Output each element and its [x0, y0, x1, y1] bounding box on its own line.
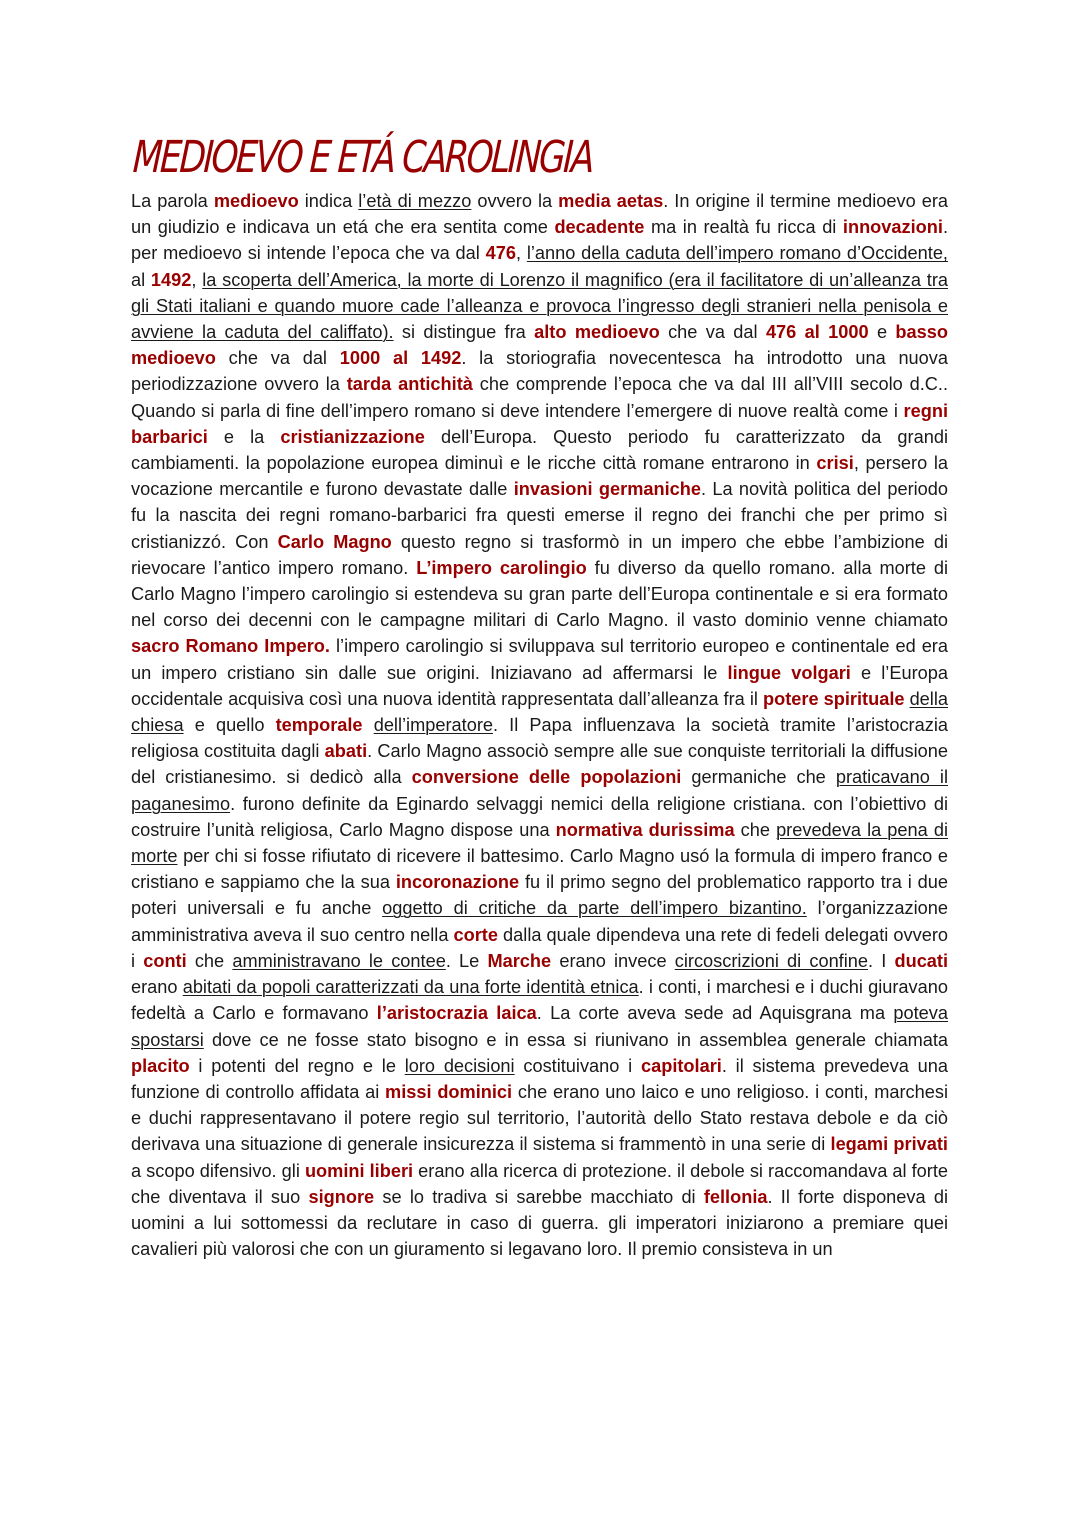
keyword-highlight: sacro Romano Impero. — [131, 636, 330, 657]
text-run: La parola — [131, 191, 214, 211]
keyword-highlight: legami privati — [830, 1134, 948, 1155]
page-title: MEDIOEVO E ETÁ CAROLINGIA — [131, 132, 594, 183]
underlined-phrase: l’età di mezzo — [358, 191, 472, 211]
text-run: a scopo difensivo. gli — [131, 1160, 305, 1181]
keyword-highlight: 1492 — [150, 269, 192, 290]
text-run: e quello — [183, 715, 276, 736]
keyword-highlight: basso medioevo — [131, 322, 948, 369]
text-run: . Carlo Magno associò sempre alle sue conquiste territoriali la diffusione del cristianesimo. si dedicò alla — [131, 741, 948, 788]
text-run: germaniche che — [681, 767, 836, 788]
text-run: i potenti del regno e le — [189, 1055, 405, 1076]
text-run: . La novità politica del periodo fu la nascita dei regni romano-barbarici fra questi emerse il regno dei franchi che per primo sì cristianizzó. Con — [131, 479, 949, 552]
text-run: si distingue fra — [393, 322, 535, 343]
text-run: . Il forte disponeva di uomini a lui sottomessi da reclutare in caso di guerra. gli imperatori iniziarono a premiare quei cavalieri più valorosi che con un giuramento si legavano loro. Il premio consisteva in un — [131, 1186, 948, 1260]
text-run: erano alla ricerca di protezione. il debole si raccomandava al forte che diventava il suo — [131, 1160, 948, 1207]
keyword-highlight: cristianizzazione — [280, 426, 425, 447]
underlined-phrase: oggetto di critiche da parte dell’impero bizantino. — [382, 898, 807, 919]
keyword-highlight: 476 — [485, 243, 516, 264]
underlined-phrase: praticavano il paganesimo — [131, 767, 948, 814]
keyword-highlight: invasioni germaniche — [513, 479, 701, 500]
text-run: costituivano i — [514, 1055, 641, 1076]
text-run: l’impero carolingio si sviluppava sul territorio europeo e continentale ed era un impero cristiano sin dalle sue origini. Iniziavano ad affermarsi le — [131, 636, 948, 683]
keyword-highlight: tarda antichità — [346, 374, 473, 395]
underlined-phrase: circoscrizioni di confine — [674, 950, 869, 971]
text-run: e — [868, 322, 896, 343]
text-run: l’organizzazione amministrativa aveva il suo centro nella — [131, 898, 948, 945]
text-run: . la storiografia novecentesca ha introdotto una nuova periodizzazione ovvero la — [131, 348, 949, 395]
text-run: fu il primo segno del problematico rapporto tra i due poteri universali e fu anche — [131, 872, 948, 919]
body-paragraph — [131, 188, 948, 1262]
text-run: dell’Europa. Questo periodo fu caratterizzato da grandi cambiamenti. la popolazione europea diminuì e le ricche città romane entrarono in — [131, 426, 948, 474]
text-run: se lo tradiva si sarebbe macchiato di — [374, 1186, 704, 1207]
text-run: e l’Europa occidentale acquisiva così una nuova identità rappresentata dall’alleanza fra il — [131, 662, 948, 709]
keyword-highlight: innovazioni — [842, 217, 943, 238]
document-page — [131, 128, 948, 1262]
text-run: . i conti, i marchesi e i duchi giuravano fedeltà a Carlo e formavano — [131, 977, 948, 1024]
keyword-highlight: abati — [324, 741, 368, 762]
keyword-highlight: 476 al 1000 — [765, 322, 869, 343]
text-run — [363, 715, 374, 735]
text-run: che — [734, 819, 777, 840]
text-run: ma in realtà fu ricca di — [644, 217, 843, 238]
keyword-highlight: potere spirituale — [762, 688, 905, 709]
keyword-highlight: uomini liberi — [304, 1160, 414, 1181]
keyword-highlight: L’impero carolingio — [416, 557, 587, 578]
text-run: per chi si fosse rifiutato di ricevere il battesimo. Carlo Magno usó la formula di impero franco e cristiano e sappiamo che la sua — [131, 846, 948, 893]
underlined-phrase: l’anno della caduta dell’impero romano d’Occidente, — [526, 243, 948, 264]
underlined-phrase: loro decisioni — [404, 1055, 515, 1076]
keyword-highlight: fellonia — [703, 1186, 768, 1207]
text-run: al — [131, 269, 151, 290]
underlined-phrase: la scoperta dell’America, la morte di Lorenzo il magnifico (era il facilitatore di un’alleanza tra gli Stati italiani e quando muore cade l’alleanza e provoca l’ingresso degli stranieri nella penisola e avviene la caduta del califfato). — [131, 269, 948, 343]
text-run: questo regno si trasformò in un impero che ebbe l’ambizione di rievocare l’antico impero romano. — [131, 531, 948, 578]
underlined-phrase: prevedeva la pena di morte — [131, 819, 948, 867]
keyword-highlight: conti — [143, 950, 187, 971]
text-run: che — [186, 950, 233, 971]
text-run: . La corte aveva sede ad Aquisgrana ma — [536, 1003, 894, 1024]
keyword-highlight: missi dominici — [385, 1081, 513, 1102]
text-run: . Il Papa influenzava la società tramite l’aristocrazia religiosa costituita dagli — [131, 715, 948, 762]
keyword-highlight: placito — [131, 1055, 190, 1076]
keyword-highlight: medioevo — [213, 191, 299, 211]
keyword-highlight: lingue volgari — [727, 662, 851, 683]
text-run: che comprende l’epoca che va dal III all’VIII secolo d.C.. Quando si parla di fine dell’impero romano si deve intendere l’emergere di nuove realtà come i — [131, 374, 949, 421]
text-run: e la — [207, 426, 281, 447]
text-run: che va dal — [215, 348, 340, 369]
text-run: . per medioevo si intende l’epoca che va dal — [131, 217, 948, 264]
text-run: . In origine il termine medioevo era un giudizio e indicava un etá che era sentita come — [131, 191, 948, 238]
text-run: erano invece — [551, 950, 675, 971]
text-run: ovvero la — [471, 191, 559, 211]
keyword-highlight: capitolari — [640, 1055, 722, 1076]
text-run: indica — [298, 191, 359, 211]
text-run: . I — [868, 950, 895, 971]
text-run: . furono definite da Eginardo selvaggi nemici della religione cristiana. con l’obiettivo di costruire l’unità religiosa, Carlo Magno dispose una — [131, 793, 948, 840]
keyword-highlight: ducati — [894, 950, 949, 971]
keyword-highlight: Marche — [487, 950, 552, 971]
underlined-phrase: abitati da popoli caratterizzati da una forte identità etnica — [182, 977, 639, 998]
keyword-highlight: incoronazione — [395, 872, 520, 893]
text-run: . il sistema prevedeva una funzione di controllo affidata ai — [131, 1055, 948, 1102]
text-run: . Le — [445, 950, 488, 971]
text-run: che erano uno laico e uno religioso. i conti, marchesi e duchi rappresentavano il potere regio sul territorio, l’autorità dello Stato restava debole e da ciò derivava una situazione di generale insicurezza il sistema si frammentò in una serie di — [131, 1081, 948, 1155]
keyword-highlight: media aetas — [558, 191, 664, 211]
text-run: , — [515, 243, 527, 264]
keyword-highlight: Carlo Magno — [277, 531, 392, 552]
keyword-highlight: regni barbarici — [131, 400, 948, 447]
keyword-highlight: l’aristocrazia laica — [376, 1003, 537, 1024]
underlined-phrase: della chiesa — [131, 688, 948, 736]
keyword-highlight: conversione delle popolazioni — [411, 767, 682, 788]
keyword-highlight: temporale — [275, 715, 363, 736]
keyword-highlight: decadente — [554, 217, 645, 238]
keyword-highlight: corte — [453, 924, 498, 945]
text-run: dove ce ne fosse stato bisogno e in essa si riunivano in assemblea generale chiamata — [203, 1029, 948, 1050]
keyword-highlight: 1000 al 1492 — [339, 348, 462, 369]
keyword-highlight: crisi — [816, 453, 854, 474]
text-run: fu diverso da quello romano. alla morte di Carlo Magno l’impero carolingio si estendeva su gran parte dell’Europa continentale e si era formato nel corso dei decenni con le campagne militari di Carlo Magno. il vasto dominio venne chiamato — [131, 557, 948, 631]
underlined-phrase: dell’imperatore — [373, 715, 493, 736]
text-run: che va dal — [659, 322, 766, 343]
text-run: dalla quale dipendeva una rete di fedeli delegati ovvero i — [131, 924, 948, 971]
underlined-phrase: poteva spostarsi — [131, 1003, 948, 1050]
keyword-highlight: normativa durissima — [555, 819, 735, 840]
keyword-highlight: signore — [308, 1186, 375, 1207]
text-run: , — [191, 269, 203, 290]
text-run: , persero la vocazione mercantile e furono devastate dalle — [131, 453, 949, 500]
underlined-phrase: amministravano le contee — [232, 950, 446, 971]
keyword-highlight: alto medioevo — [534, 322, 660, 343]
text-run: erano — [131, 977, 183, 998]
